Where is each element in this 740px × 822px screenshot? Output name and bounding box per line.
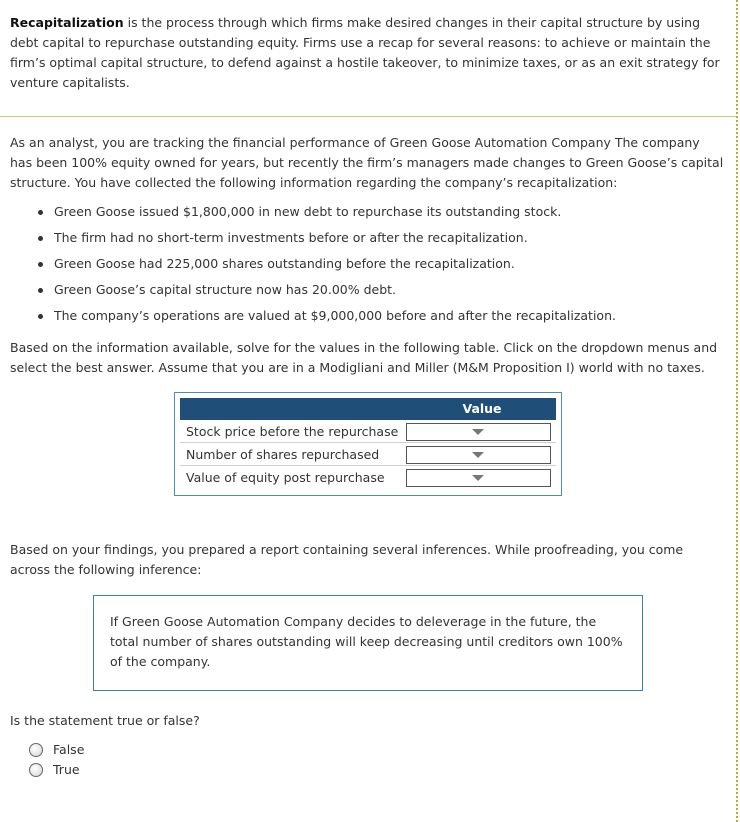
bullet-icon bbox=[38, 288, 43, 293]
bullet-icon bbox=[38, 314, 43, 319]
equity-value-dropdown[interactable] bbox=[406, 469, 551, 487]
list-item: The firm had no short-term investments before or after the recapitalization. bbox=[0, 228, 720, 254]
bullet-icon bbox=[38, 262, 43, 267]
intro-text: is the process through which firms make desired changes in their capital structure by using debt capital to repurchase outstanding equity. Firms use a recap for several reasons: to achieve or maintain the firm’s optimal capital structure, to defend against a hostile takeover, to minimize taxes, or as an exit strategy for venture capitalists. bbox=[10, 15, 720, 90]
question-text: Is the statement true or false? bbox=[10, 713, 200, 728]
row-label-equity-value: Value of equity post repurchase bbox=[186, 470, 385, 485]
shares-repurchased-dropdown[interactable] bbox=[406, 446, 551, 464]
scenario-paragraph: As an analyst, you are tracking the financial performance of Green Goose Automation Company The company has been 100% equity owned for years, but recently the firm’s managers made changes to Green Goose’s capital structure. You have collected the following information regarding the company’s recapitalization: bbox=[10, 135, 724, 190]
stock-price-dropdown[interactable] bbox=[406, 423, 551, 441]
page-right-border bbox=[736, 0, 738, 822]
table-row bbox=[180, 420, 556, 443]
inference-box: If Green Goose Automation Company decides to deleverage in the future, the total number of shares outstanding will keep decreasing until creditors own 100% of the company. bbox=[93, 595, 643, 691]
findings-paragraph: Based on your findings, you prepared a report containing several inferences. While proofreading, you come across the following inference: bbox=[10, 542, 684, 577]
radio-icon[interactable] bbox=[29, 763, 43, 777]
table-header bbox=[180, 398, 556, 420]
instructions-paragraph: Based on the information available, solve for the values in the following table. Click on the dropdown menus and select the best answer. Assume that you are in a Modigliani and Miller (M&M Proposition I) world with no taxes. bbox=[10, 340, 718, 375]
chevron-down-icon bbox=[472, 452, 484, 458]
row-label-stock-price: Stock price before the repurchase bbox=[186, 424, 399, 439]
radio-icon[interactable] bbox=[29, 743, 43, 757]
section-divider bbox=[0, 116, 736, 117]
answer-table bbox=[174, 392, 562, 496]
table-row bbox=[180, 466, 556, 489]
bullet-icon bbox=[38, 236, 43, 241]
bullet-icon bbox=[38, 210, 43, 215]
chevron-down-icon bbox=[472, 429, 484, 435]
list-item: Green Goose issued $1,800,000 in new debt to repurchase its outstanding stock. bbox=[0, 202, 720, 228]
list-item: Green Goose’s capital structure now has 20.00% debt. bbox=[0, 280, 720, 306]
list-item: The company’s operations are valued at $9,000,000 before and after the recapitalization. bbox=[0, 306, 720, 332]
chevron-down-icon bbox=[472, 475, 484, 481]
option-false-label[interactable]: False bbox=[53, 742, 85, 757]
intro-term: Recapitalization bbox=[10, 15, 124, 30]
row-label-shares-repurchased: Number of shares repurchased bbox=[186, 447, 380, 462]
intro-paragraph bbox=[10, 13, 725, 93]
option-true-label[interactable]: True bbox=[53, 762, 80, 777]
value-column-header: Value bbox=[462, 401, 502, 416]
list-item: Green Goose had 225,000 shares outstanding before the recapitalization. bbox=[0, 254, 720, 280]
table-row bbox=[180, 443, 556, 466]
facts-list bbox=[0, 202, 720, 332]
